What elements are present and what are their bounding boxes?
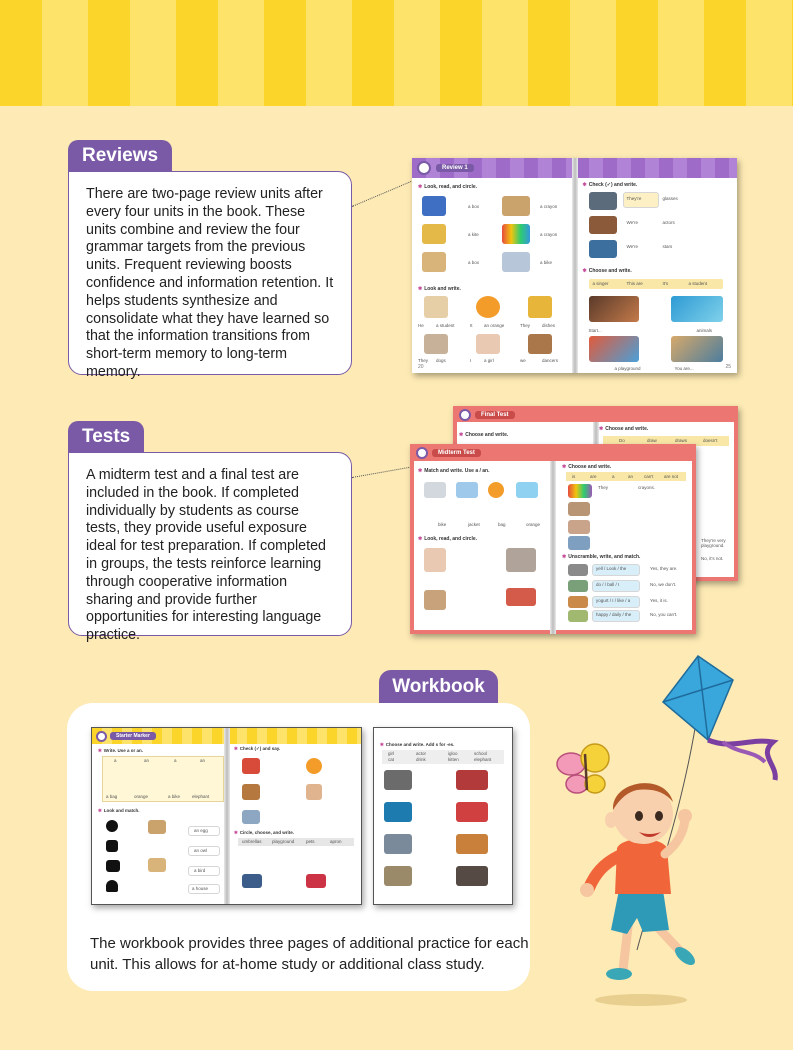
midterm-bank-word: are not: [664, 474, 679, 479]
midterm-test-book: Midterm Test ✱ Match and write. Use a / an. bike jacket bag orange ✱ Look, read, and circle. ✱ Choose and write. is are a an can't are not They crayons. ✱ Unscramble, write, and match. yell / Look / the Yes, they are. do / / ball / I No, we don't. yogurt / I / like / a Yes, it is. happy / daily / the No, you can't.: [410, 444, 696, 634]
review-check-word: glasses: [662, 196, 678, 201]
midterm-unscramble: yogurt / I / like / a: [596, 598, 631, 603]
wb-ex4-title: Circle, choose, and write.: [239, 830, 295, 835]
final-badge-icon: [459, 409, 471, 421]
review-word: a girl: [484, 358, 494, 363]
review-check-word: actors: [662, 220, 675, 225]
workbook-spread: Starter Marker ✱ Write. Use a or an. a an a an a bag orange a bike elephant ✱ Look and match. an egg an owl a bird a house ✱ Check (✓) and say. ✱ Circle, choose, and write. umbrellas playground pets apron: [91, 727, 362, 905]
review-check-word: We're: [626, 244, 639, 249]
midterm-answer: No, you can't.: [650, 612, 678, 617]
midterm-bank-word: a: [612, 474, 615, 479]
boy-character-icon: [580, 783, 698, 1006]
reviews-tab: Reviews: [68, 140, 172, 172]
wb2-word: school: [474, 751, 488, 756]
wb-pic-label: elephant: [192, 794, 210, 799]
final-ex1-title: Choose and write.: [465, 432, 509, 438]
review-choice-label: animals: [696, 328, 713, 333]
review-check-word: stars: [662, 244, 673, 249]
wb2-word: igloo: [448, 751, 458, 756]
review-header-title: Review 1: [436, 164, 474, 172]
final-word: Do: [619, 438, 625, 443]
review-word-bank: a student: [688, 281, 708, 286]
workbook-header-title: Starter Marker: [110, 732, 156, 740]
midterm-ex1-title: Match and write. Use a / an.: [424, 468, 490, 474]
review-item-label: a bike: [540, 260, 553, 265]
review-word: They: [520, 323, 531, 328]
midterm-unscramble: do / / ball / I: [596, 582, 620, 587]
wb-col: an: [200, 758, 206, 763]
midterm-answer: No, we don't.: [650, 582, 677, 587]
wb-col: an: [144, 758, 150, 763]
tests-connector-line: [352, 467, 411, 478]
review-ex4-title: Choose and write.: [588, 268, 632, 274]
tests-text-box: [68, 452, 352, 644]
wb-option: apron: [330, 839, 342, 844]
review-badge-icon: [417, 161, 431, 175]
review-word: It: [470, 323, 473, 328]
review-item-label: a box: [468, 260, 480, 265]
wb-option: umbrellas: [242, 839, 262, 844]
wb-match: an owl: [194, 848, 208, 853]
workbook-tab: Workbook: [379, 670, 498, 704]
review-word-bank: It's: [662, 281, 669, 286]
final-ex2-title: Choose and write.: [605, 426, 649, 432]
midterm-bank-word: is: [572, 474, 576, 479]
review-ex3-title: Check (✓) and write.: [588, 182, 638, 188]
wb-ex3-title: Check (✓) and say.: [239, 746, 281, 751]
wb2-word: kitten: [448, 757, 459, 762]
wb-ex2-title: Look and match.: [103, 808, 140, 813]
wb-col: a: [114, 758, 117, 763]
review-word: we: [520, 358, 526, 363]
review-item-label: a box: [468, 204, 480, 209]
final-side-text: No, it's not.: [701, 556, 724, 561]
wb2-word: actor: [416, 751, 427, 756]
final-word: draw: [647, 438, 657, 443]
page-number: 25: [725, 364, 731, 370]
reviews-text-box: [68, 171, 352, 380]
wb2-word: girl: [388, 751, 395, 756]
review-word: They: [418, 358, 429, 363]
review-word: He: [418, 323, 424, 328]
review-word: dancers: [542, 358, 559, 363]
butterfly-icon: [557, 744, 609, 793]
review-choice-label: You are...: [674, 366, 694, 371]
reviews-connector-line: [352, 181, 411, 207]
review-check-word: They're: [626, 196, 642, 201]
review-item-label: a crayon: [540, 204, 558, 209]
review-item-label: a kite: [468, 232, 479, 237]
midterm-ex4-title: Unscramble, write, and match.: [568, 554, 641, 560]
wb-option: playground: [272, 839, 295, 844]
midterm-badge-icon: [416, 447, 428, 459]
review-word-bank: a singer: [592, 281, 609, 286]
wb-ex1-title: Write. Use a or an.: [103, 748, 143, 753]
wb-pic-label: a bike: [168, 794, 181, 799]
midterm-unscramble: happy / daily / the: [596, 612, 632, 617]
top-stripe-banner: [0, 0, 793, 106]
review-word: I: [470, 358, 472, 363]
review-book-spread: Review 1 ✱ Look, read, and circle. a box a crayon a kite a crayon a box a bike ✱ Look and write. He a student It an orange They dishes They dogs I a girl we dancers 20 ✱ Check (✓) and write. They're glasses We're actors We're stars ✱ Choose and write. a singer This are It's a student Start... animals a playground You are... 25: [412, 158, 737, 373]
midterm-bank-word: an: [628, 474, 634, 479]
workbook-badge-icon: [96, 731, 107, 742]
midterm-unscramble: yell / Look / the: [596, 566, 627, 571]
wb-match: a bird: [194, 868, 206, 873]
review-word: dogs: [436, 358, 446, 363]
wb-col: a: [174, 758, 177, 763]
review-word-bank: This are: [626, 281, 643, 286]
review-check-word: We're: [626, 220, 639, 225]
review-ex2-title: Look and write.: [424, 286, 461, 292]
wb-pic-label: a bag: [106, 794, 118, 799]
review-ex1-title: Look, read, and circle.: [424, 184, 477, 190]
review-item-label: a crayon: [540, 232, 558, 237]
midterm-bank-word: are: [590, 474, 597, 479]
wb-match: an egg: [194, 828, 208, 833]
review-choice-label: Start...: [588, 328, 602, 333]
midterm-ex2-title: Look, read, and circle.: [424, 536, 477, 542]
midterm-word: jacket: [468, 522, 480, 527]
midterm-line: They: [598, 485, 609, 490]
midterm-word: bike: [438, 522, 447, 527]
review-word: dishes: [542, 323, 556, 328]
review-word: a student: [436, 323, 455, 328]
midterm-answer: Yes, it is.: [650, 598, 668, 603]
review-word: an orange: [484, 323, 505, 328]
midterm-answer: Yes, they are.: [650, 566, 678, 571]
midterm-word: orange: [526, 522, 541, 527]
review-choice-label: a playground: [614, 366, 641, 371]
reviews-description: There are two-page review units after every four units in the book. These units combine and review the four grammar targets from the previous units. Frequent reviewing boosts confidence and information retention. It helps students synthesize and consolidate what they have learned so that the information transitions from short-term memory to long-term memory.: [86, 186, 334, 380]
midterm-ex3-title: Choose and write.: [568, 464, 612, 470]
midterm-line: crayons.: [638, 485, 656, 490]
page-number: 20: [418, 364, 424, 370]
tests-tab: Tests: [68, 421, 144, 453]
final-test-book: Final Test ✱ Choose and write. ✱ Choose and write. Do draw draws doesn't They're very playground. No, it's not.: [453, 406, 738, 581]
kid-kite-illustration: [533, 650, 793, 1010]
wb2-ex1-title: Choose and write. Add s for -es.: [385, 742, 455, 747]
wb-option: pets: [306, 839, 315, 844]
midterm-bank-word: can't: [644, 474, 654, 479]
final-test-title: Final Test: [475, 411, 515, 419]
tests-description: A midterm test and a final test are included in the book. If completed individually by students as course tests, they provide useful exposure ideal for test preparation. If completed in groups, the tests reinforce learning through cooperative information sharing and provide further opportunities for interesting language practice.: [86, 467, 327, 644]
wb-match: a house: [192, 886, 209, 891]
final-word: draws: [675, 438, 688, 443]
wb-pic-label: orange: [134, 794, 149, 799]
final-side-text: They're very playground.: [701, 538, 726, 548]
final-word: doesn't: [703, 438, 718, 443]
workbook-description: The workbook provides three pages of additional practice for each unit. This allows for at-home study or additional class study.: [90, 935, 529, 973]
wb2-word: drink: [416, 757, 426, 762]
midterm-word: bag: [498, 522, 506, 527]
wb2-word: cat: [388, 757, 395, 762]
kite-icon: [663, 656, 775, 780]
wb2-word: elephant: [474, 757, 492, 762]
workbook-single-page: ✱ Choose and write. Add s for -es. girl actor igloo school cat drink kitten elephant: [373, 727, 513, 905]
midterm-test-title: Midterm Test: [432, 449, 481, 457]
